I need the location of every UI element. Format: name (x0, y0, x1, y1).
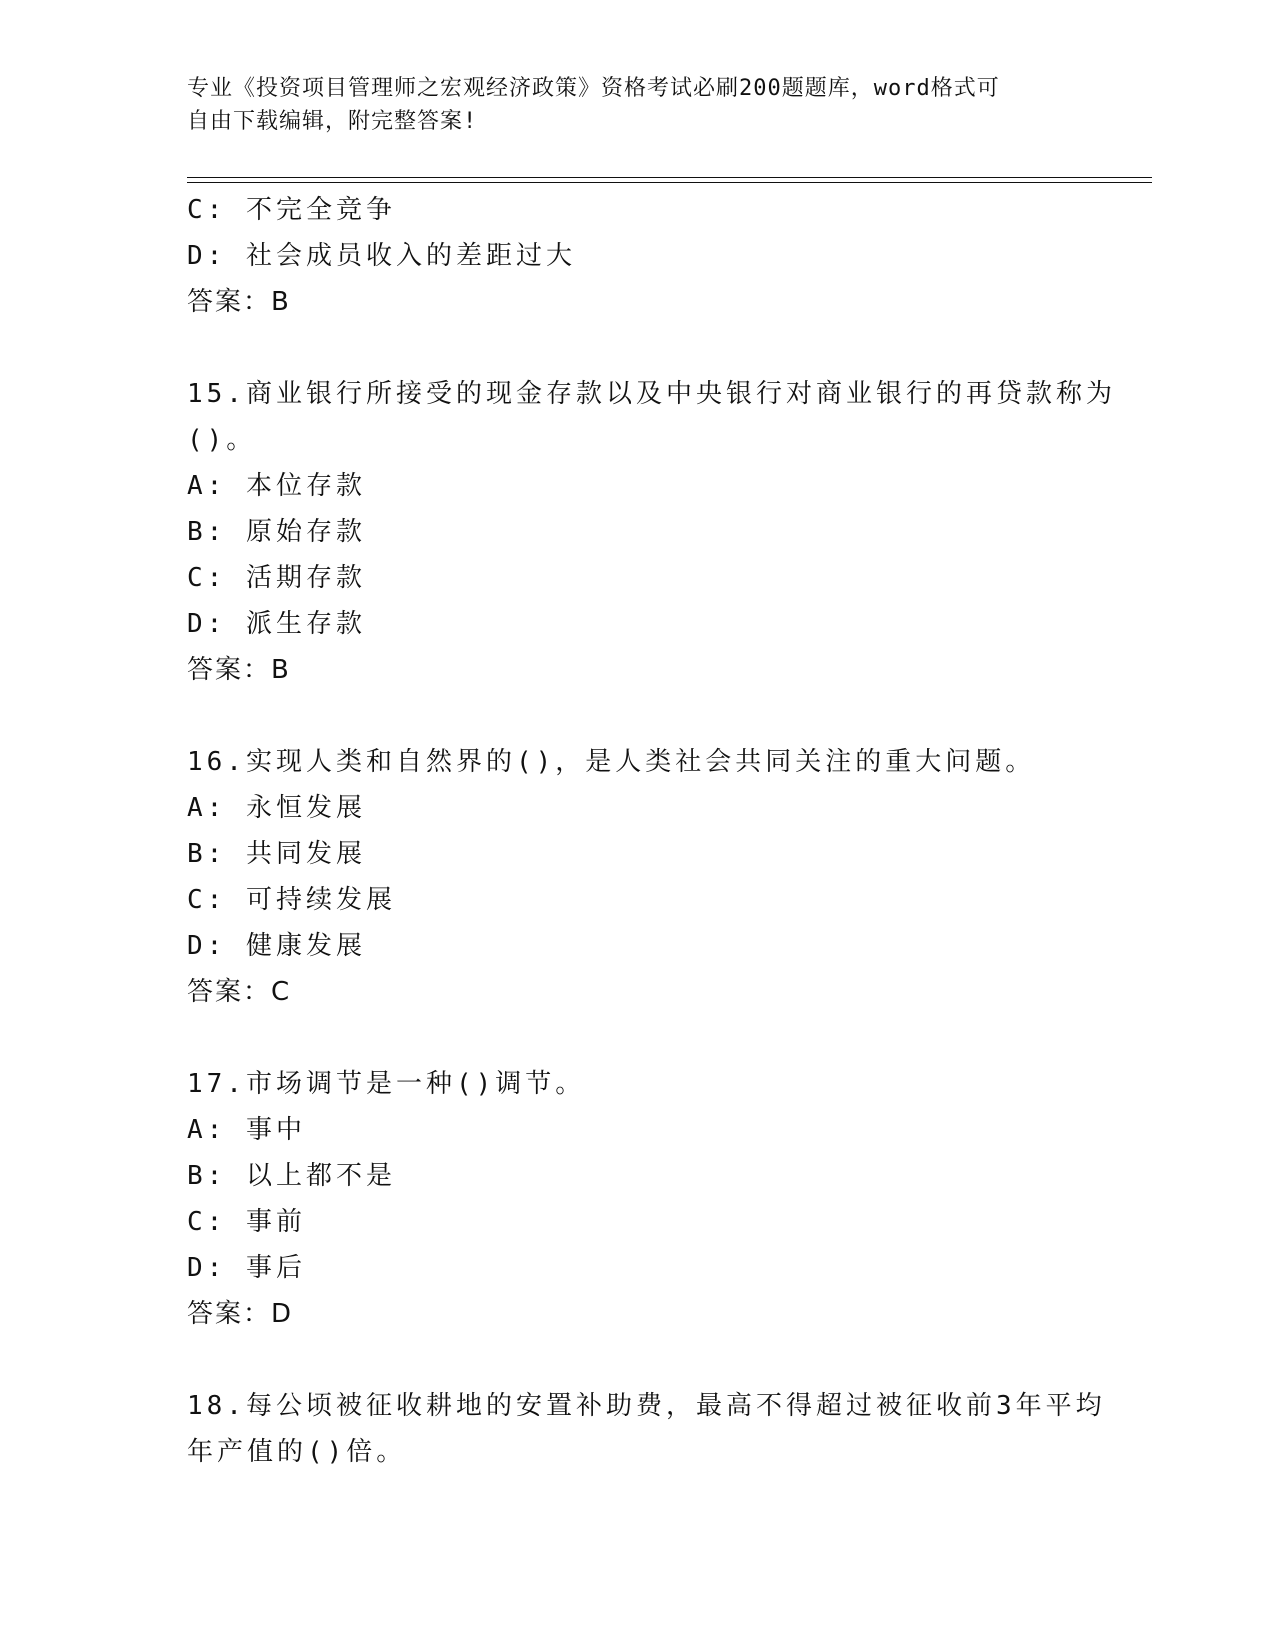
spacer (187, 1015, 1087, 1061)
option-d: D: 社会成员收入的差距过大 (187, 241, 576, 271)
question-stem-continued: ()。 (187, 425, 257, 455)
option-c: C: 事前 (187, 1207, 306, 1237)
answer: 答案：C (187, 977, 292, 1007)
question-stem: 18.每公顷被征收耕地的安置补助费，最高不得超过被征收前3年平均 (187, 1391, 1106, 1421)
question-17 (187, 1061, 1087, 1337)
question-stem: 17.市场调节是一种()调节。 (187, 1069, 586, 1099)
option-b: B: 共同发展 (187, 839, 366, 869)
question-stem: 15.商业银行所接受的现金存款以及中央银行对商业银行的再贷款称为 (187, 379, 1116, 409)
question-15 (187, 371, 1116, 693)
option-c: C: 不完全竞争 (187, 195, 396, 225)
option-a: A: 本位存款 (187, 471, 366, 501)
header-line-2: 自由下载编辑，附完整答案! (187, 109, 478, 134)
question-stem-continued: 年产值的()倍。 (187, 1437, 407, 1467)
option-a: A: 永恒发展 (187, 793, 366, 823)
answer: 答案：D (187, 1299, 294, 1329)
option-c: C: 可持续发展 (187, 885, 396, 915)
spacer (187, 693, 1087, 739)
answer: 答案：B (187, 287, 291, 317)
option-a: A: 事中 (187, 1115, 306, 1145)
spacer (187, 325, 1087, 371)
option-d: D: 事后 (187, 1253, 306, 1283)
question-stem: 16.实现人类和自然界的()，是人类社会共同关注的重大问题。 (187, 747, 1036, 777)
option-b: B: 以上都不是 (187, 1161, 396, 1191)
header-line-1: 专业《投资项目管理师之宏观经济政策》资格考试必刷200题题库，word格式可 (187, 76, 1000, 101)
spacer (187, 1337, 1087, 1383)
question-14-tail (187, 187, 1087, 325)
option-d: D: 派生存款 (187, 609, 366, 639)
question-list (187, 187, 1116, 1475)
option-d: D: 健康发展 (187, 931, 366, 961)
answer: 答案：B (187, 655, 291, 685)
option-b: B: 原始存款 (187, 517, 366, 547)
question-16 (187, 739, 1087, 1015)
question-18 (187, 1383, 1106, 1475)
option-c: C: 活期存款 (187, 563, 366, 593)
document-header (187, 72, 1067, 138)
header-divider (187, 177, 1152, 183)
